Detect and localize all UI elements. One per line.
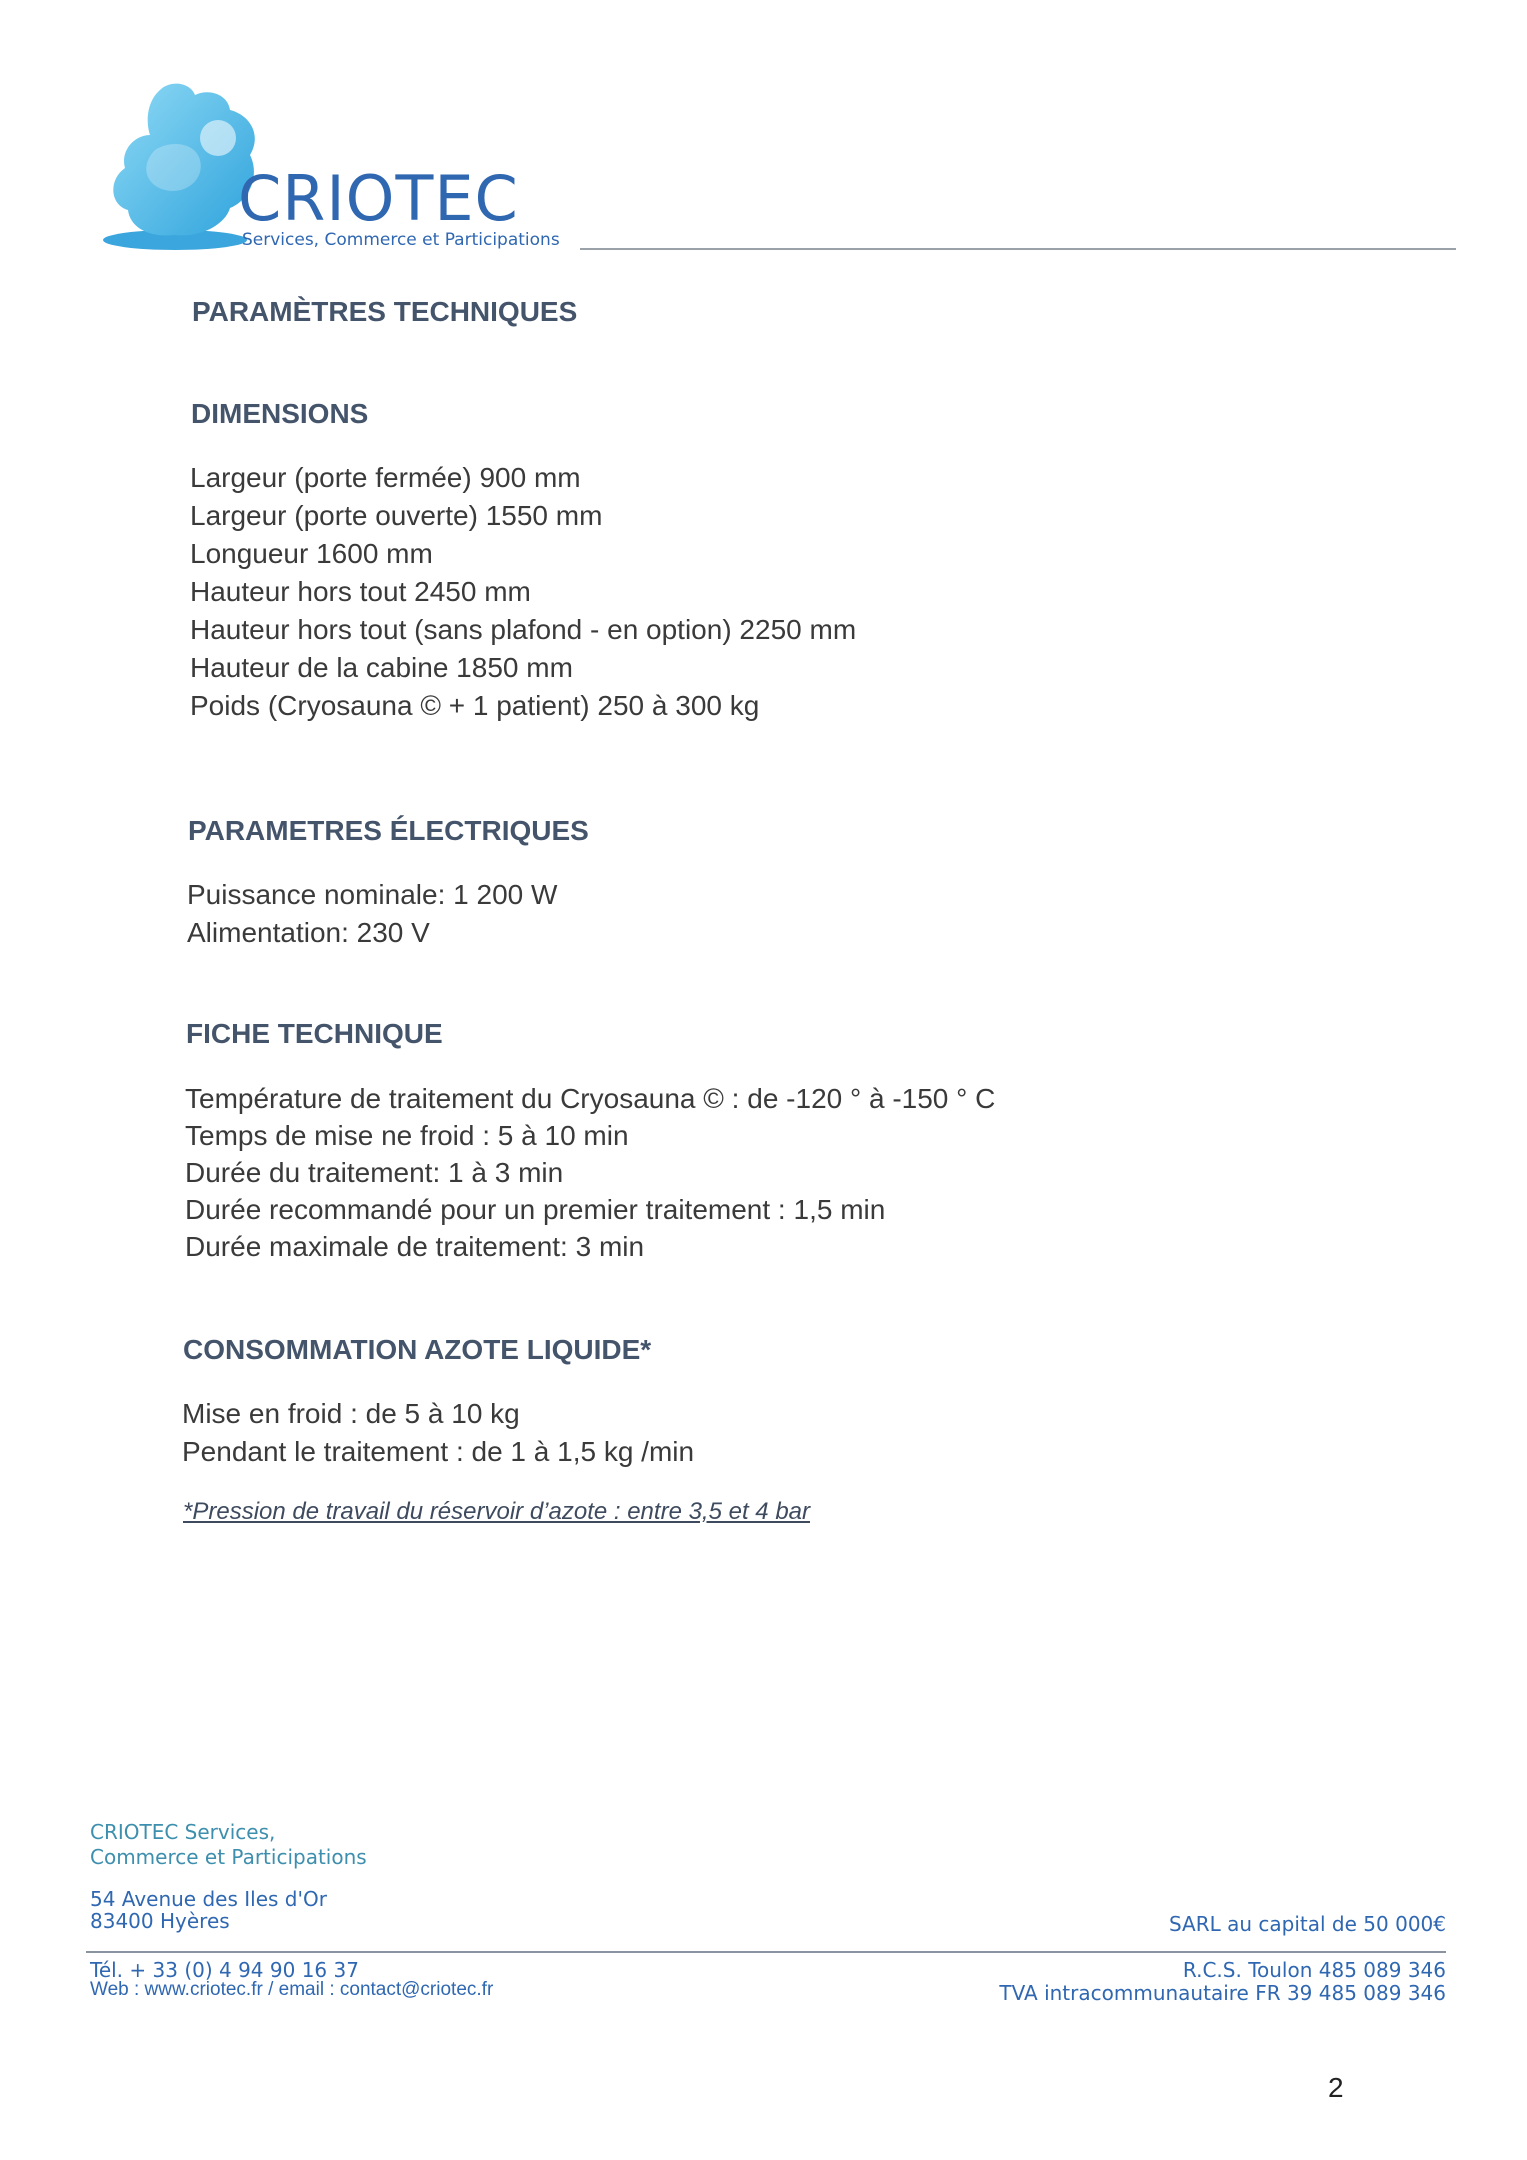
fiche-line: Temps de mise ne froid : 5 à 10 min [185, 1120, 629, 1151]
consumption-line: Mise en froid : de 5 à 10 kg [182, 1398, 520, 1429]
footer-web-email: Web : www.criotec.fr / email : contact@criotec.fr [90, 1979, 494, 2000]
dimension-line: Longueur 1600 mm [190, 538, 433, 569]
section-heading-electrical: PARAMETRES ÉLECTRIQUES [188, 815, 589, 846]
section-heading-dimensions: DIMENSIONS [191, 398, 369, 429]
dimension-line: Hauteur de la cabine 1850 mm [190, 652, 573, 683]
section-heading-fiche: FICHE TECHNIQUE [186, 1018, 443, 1049]
page-title: PARAMÈTRES TECHNIQUES [192, 296, 578, 327]
footer-company-line2: Commerce et Participations [90, 1845, 367, 1869]
fiche-line: Durée recommandé pour un premier traitement : 1,5 min [185, 1194, 886, 1225]
footer-rcs: R.C.S. Toulon 485 089 346 [1182, 1958, 1446, 1982]
footer-capital: SARL au capital de 50 000€ [1168, 1912, 1446, 1936]
dimension-line: Largeur (porte ouverte) 1550 mm [190, 500, 603, 531]
dimension-line: Hauteur hors tout (sans plafond - en option) 2250 mm [190, 614, 857, 645]
electrical-line: Puissance nominale: 1 200 W [187, 879, 558, 910]
fiche-line: Durée maximale de traitement: 3 min [185, 1231, 645, 1262]
fiche-line: Durée du traitement: 1 à 3 min [185, 1157, 564, 1188]
brand-name: CRIOTEC [238, 162, 519, 235]
footer-address-line2: 83400 Hyères [90, 1909, 230, 1933]
footer-company-line1: CRIOTEC Services, [90, 1820, 276, 1844]
header-divider [580, 248, 1456, 250]
dimension-line: Hauteur hors tout 2450 mm [190, 576, 531, 607]
dimension-line: Poids (Cryosauna © + 1 patient) 250 à 300 kg [190, 690, 760, 721]
footer-tva: TVA intracommunautaire FR 39 485 089 346 [999, 1981, 1446, 2005]
page-number: 2 [1328, 2072, 1344, 2103]
footer-phone: Tél. + 33 (0) 4 94 90 16 37 [90, 1958, 359, 1982]
electrical-line: Alimentation: 230 V [187, 917, 430, 948]
dimension-line: Largeur (porte fermée) 900 mm [190, 462, 581, 493]
footer-divider [86, 1951, 1446, 1953]
section-heading-consumption: CONSOMMATION AZOTE LIQUIDE* [183, 1334, 652, 1365]
fiche-line: Température de traitement du Cryosauna © : de -120 ° à -150 ° C [185, 1083, 996, 1114]
consumption-line: Pendant le traitement : de 1 à 1,5 kg /min [182, 1436, 695, 1467]
pressure-footnote: *Pression de travail du réservoir d’azote : entre 3,5 et 4 bar [183, 1498, 810, 1525]
brand-tagline: Services, Commerce et Participations [242, 230, 560, 250]
footer-address-line1: 54 Avenue des Iles d'Or [90, 1887, 327, 1911]
